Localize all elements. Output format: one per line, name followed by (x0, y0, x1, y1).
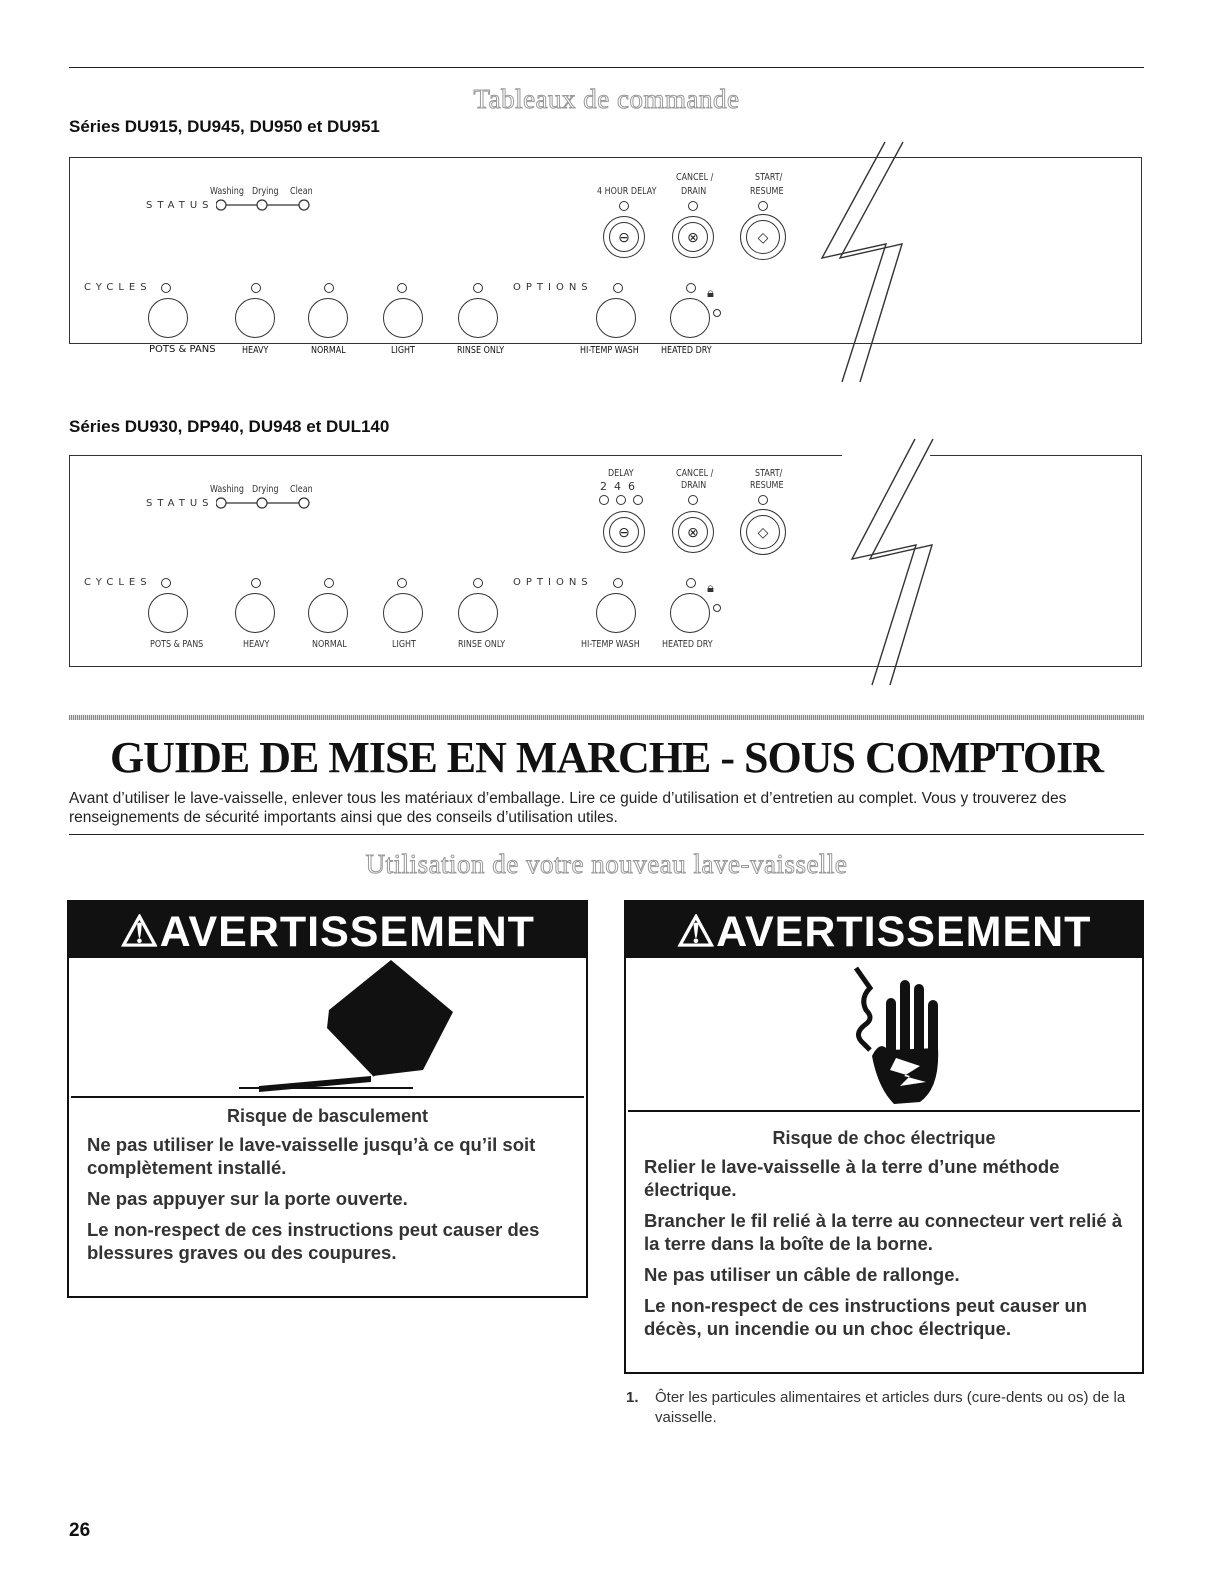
cycle-led-2 (251, 283, 261, 293)
cycle-label-heavy-2: HEAVY (243, 639, 270, 650)
cycle-led-5 (473, 283, 483, 293)
cycle-button-rinse-only-2[interactable] (458, 593, 498, 633)
cycle-led-2-4 (397, 578, 407, 588)
cycle-label-rinse-only: RINSE ONLY (457, 345, 505, 356)
warning-2-line-3: Ne pas utiliser un câble de rallonge. (644, 1264, 960, 1285)
drain-label-2: DRAIN (681, 480, 707, 491)
lock-icon: 🔒︎ (707, 286, 714, 301)
option-led-1 (613, 283, 623, 293)
cycle-label-heavy: HEAVY (242, 345, 269, 356)
delay-led-4h (616, 495, 626, 505)
cancel-drain-button[interactable] (672, 216, 714, 258)
cancel-drain-button-2[interactable] (672, 511, 714, 553)
option-label-hi-temp-2: HI-TEMP WASH (581, 639, 640, 650)
lock-led (713, 309, 721, 317)
cancel-x-icon: ⊗ (678, 222, 708, 252)
start-resume-button[interactable] (740, 214, 786, 260)
shock-hazard-image (628, 958, 1140, 1112)
status-step-drying-2: Drying (252, 484, 279, 495)
warning-box-shock (624, 900, 1144, 1374)
lock-icon-2: 🔒︎ (707, 581, 714, 596)
delay-led-2h (599, 495, 609, 505)
warning-line-3: Le non-respect de ces instructions peut causer des blessures graves ou des coupures. (87, 1219, 540, 1263)
cancel-led-2 (688, 495, 698, 505)
control-panel-2 (69, 455, 1142, 667)
cycle-led-2-3 (324, 578, 334, 588)
option-label-hi-temp: HI-TEMP WASH (580, 345, 639, 356)
section-title-usage: Utilisation de votre nouveau lave-vaisselle (365, 849, 848, 879)
start-led (758, 201, 768, 211)
warning-triangle-icon: ⚠ (120, 908, 160, 956)
cycle-button-normal-2[interactable] (308, 593, 348, 633)
warning-body-shock (626, 1112, 1142, 1356)
hatched-separator (69, 715, 1144, 720)
section-title-controls: Tableaux de commande (473, 84, 740, 114)
option-led-2-1 (613, 578, 623, 588)
cycle-led-4 (397, 283, 407, 293)
cancel-label: CANCEL / (676, 172, 714, 183)
cycle-button-pots-pans[interactable] (148, 298, 188, 338)
delay-led (619, 201, 629, 211)
resume-label: RESUME (750, 186, 784, 197)
option-led-2 (686, 283, 696, 293)
cycle-label-normal-2: NORMAL (312, 639, 347, 650)
lock-led-2 (713, 604, 721, 612)
main-heading: GUIDE DE MISE EN MARCHE - SOUS COMPTOIR (109, 733, 1104, 782)
status-step-clean-2: Clean (290, 484, 313, 495)
page-number: 26 (69, 1520, 91, 1541)
top-rule (69, 67, 1144, 68)
delay-label: 4 HOUR DELAY (597, 186, 657, 197)
delay-icon-2: ⊖ (609, 517, 639, 547)
delay-button-2[interactable] (603, 511, 645, 553)
cancel-led (688, 201, 698, 211)
cancel-label-2: CANCEL / (676, 468, 714, 479)
delay-icon: ⊖ (609, 222, 639, 252)
start-led-2 (758, 495, 768, 505)
cycle-label-light: LIGHT (391, 345, 415, 356)
resume-label-2: RESUME (750, 480, 784, 491)
option-button-heated-dry[interactable] (670, 298, 710, 338)
cycle-label-light-2: LIGHT (392, 639, 416, 650)
warning-heading: ⚠AVERTISSEMENT (69, 902, 586, 958)
cycle-led-2-2 (251, 578, 261, 588)
cycle-led-2-5 (473, 578, 483, 588)
cancel-x-icon-2: ⊗ (678, 517, 708, 547)
step-item-1 (626, 1388, 1146, 1428)
cycle-led-1 (161, 283, 171, 293)
cycle-button-heavy[interactable] (235, 298, 275, 338)
start-label-2: START/ (755, 468, 783, 479)
panel-2-break-mark (830, 437, 940, 687)
start-diamond-icon-2: ◇ (746, 515, 780, 549)
status-step-washing-2: Washing (210, 484, 244, 495)
warning-2-line-4: Le non-respect de ces instructions peut causer un décès, un incendie ou un choc électrique. (644, 1295, 1088, 1339)
intro-paragraph: Avant d’utiliser le lave-vaisselle, enlever tous les matériaux d’emballage. Lire ce guide d’utilisation et d’entretien au complet. Vous y trouverez des renseignements de sécurité importants ainsi que des conseils d’utilisation utiles. (69, 790, 1067, 826)
cycle-led-3 (324, 283, 334, 293)
start-label: START/ (755, 172, 783, 183)
cycles-label: CYCLES (84, 282, 152, 293)
cycle-led-2-1 (161, 578, 171, 588)
warning-subtitle-2: Risque de choc électrique (772, 1128, 996, 1148)
status-step-clean: Clean (290, 186, 313, 197)
delay-label-2: DELAY (608, 468, 634, 479)
warning-heading-2: ⚠AVERTISSEMENT (626, 902, 1142, 958)
warning-box-tipping (67, 900, 588, 1298)
cycle-button-light-2[interactable] (383, 593, 423, 633)
status-label-2: STATUS (146, 498, 214, 509)
intro-rule (69, 834, 1144, 835)
status-indicator-line (216, 198, 316, 214)
cycle-button-normal[interactable] (308, 298, 348, 338)
cycles-label-2: CYCLES (84, 577, 152, 588)
cycle-button-light[interactable] (383, 298, 423, 338)
status-indicator-line-2 (216, 496, 316, 512)
drain-label: DRAIN (681, 186, 707, 197)
cycle-button-rinse-only[interactable] (458, 298, 498, 338)
option-label-heated-dry-2: HEATED DRY (662, 639, 713, 650)
start-resume-button-2[interactable] (740, 509, 786, 555)
warning-subtitle: Risque de basculement (226, 1106, 429, 1126)
option-button-hi-temp-2[interactable] (596, 593, 636, 633)
option-button-heated-dry-2[interactable] (670, 593, 710, 633)
status-step-drying: Drying (252, 186, 279, 197)
delay-button[interactable] (603, 216, 645, 258)
warning-2-line-2: Brancher le fil relié à la terre au connecteur vert relié à la terre dans la boîte de la borne. (644, 1210, 1123, 1254)
status-label: STATUS (146, 200, 214, 211)
option-led-2-2 (686, 578, 696, 588)
delay-led-6h (633, 495, 643, 505)
warning-line-1: Ne pas utiliser le lave-vaisselle jusqu’à ce qu’il soit complètement installé. (87, 1134, 536, 1178)
warning-body-tipping (69, 1098, 586, 1280)
cycle-label-pots-pans: POTS & PANS (149, 344, 216, 355)
panel-1-break-mark (800, 140, 910, 385)
options-label-2: OPTIONS (513, 577, 593, 588)
option-label-heated-dry: HEATED DRY (661, 345, 712, 356)
series-title-1: Séries DU915, DU945, DU950 et DU951 (69, 117, 380, 136)
control-panel-1 (69, 157, 1142, 344)
series-title-2: Séries DU930, DP940, DU948 et DUL140 (69, 417, 390, 436)
start-diamond-icon: ◇ (746, 220, 780, 254)
cycle-button-pots-pans-2[interactable] (148, 593, 188, 633)
step-text: Ôter les particules alimentaires et articles durs (cure-dents ou os) de la vaisselle. (655, 1389, 1126, 1426)
cycle-label-normal: NORMAL (311, 345, 346, 356)
options-label: OPTIONS (513, 282, 593, 293)
delay-numbers: 2 4 6 (600, 480, 635, 493)
warning-line-2: Ne pas appuyer sur la porte ouverte. (87, 1188, 408, 1209)
warning-2-line-1: Relier le lave-vaisselle à la terre d’une méthode électrique. (644, 1156, 1060, 1200)
warning-triangle-icon-2: ⚠ (676, 908, 717, 956)
tipping-hazard-image (71, 958, 584, 1098)
cycle-label-rinse-only-2: RINSE ONLY (458, 639, 506, 650)
option-button-hi-temp[interactable] (596, 298, 636, 338)
step-number: 1. (626, 1389, 639, 1406)
cycle-label-pots-pans-2: POTS & PANS (150, 639, 204, 650)
cycle-button-heavy-2[interactable] (235, 593, 275, 633)
status-step-washing: Washing (210, 186, 244, 197)
